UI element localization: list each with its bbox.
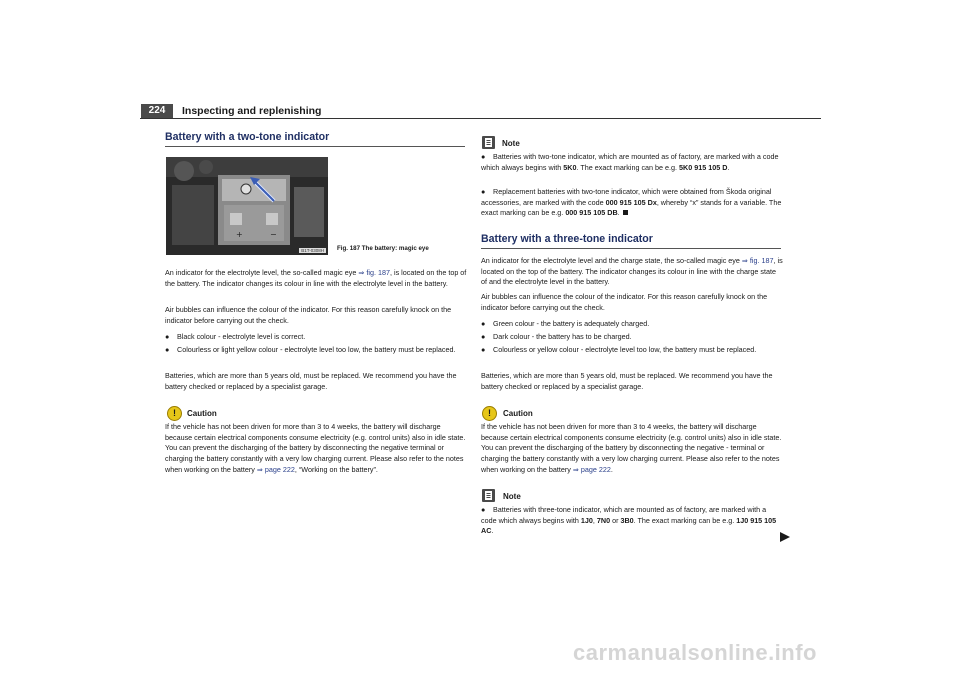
list-item-text: Black colour - electrolyte level is correct. <box>177 332 306 341</box>
text-run: If the vehicle has not been driven for more than 3 to 4 weeks, the battery will discharge because certain electrical components consume electricity (e.g. control units) also in idle state. You can prevent the discharging of the battery by disconnecting the negative terminal or charging the battery constantly with a very low charging current. Please also refer to the notes when working on the battery <box>165 422 466 474</box>
caution-icon: ! <box>167 406 182 421</box>
paragraph <box>165 268 467 289</box>
list-item-text: Dark colour - the battery has to be charged. <box>493 332 632 341</box>
paragraph: Air bubbles can influence the colour of the indicator. For this reason carefully knock on the indicator before carrying out the check. <box>165 305 452 325</box>
figure-caption: Fig. 187 The battery: magic eye <box>337 245 429 252</box>
note-title: Note <box>502 139 520 148</box>
text-run: , whereby “x” stands for a variable. The exact marking can be e.g. <box>481 197 782 218</box>
figure-code: B1T-0308H <box>301 248 324 253</box>
paragraph <box>481 256 783 288</box>
text-run: . The exact marking can be e.g. <box>576 162 680 172</box>
figure-link[interactable]: ⇒ fig. 187 <box>741 256 774 265</box>
text-run: If the vehicle has not been driven for more than 3 to 4 weeks, the battery will discharge because certain electrical components consume electricity (e.g. control units) also in idle state. You can prevent the discharging of the battery by disconnecting the negative - terminal or charging the battery constantly with a very low charging current. Please also refer to the notes when working on the battery <box>481 422 782 474</box>
text-run: . <box>610 464 613 474</box>
page-link[interactable]: ⇒ page 222 <box>572 464 611 474</box>
note-list-item: ● Batteries with three-tone indicator, which are mounted as of factory, are marked with a code which always begins with 1J0, 7N0 or 3B0. The exact marking can be e.g. 1J0 915 105 AC. <box>481 505 777 536</box>
battery-illustration <box>166 157 328 255</box>
list-item: ● Dark colour - the battery has to be charged. <box>481 332 632 341</box>
note-icon <box>482 489 495 502</box>
running-title: Inspecting and replenishing <box>182 105 322 117</box>
paragraph: Batteries, which are more than 5 years old, must be replaced. We recommend you have the battery checked or replaced by a specialist garage. <box>165 371 457 391</box>
list-item-text: Colourless or light yellow colour - electrolyte level too low, the battery must be replaced. <box>177 345 456 354</box>
note-list-item: ● Replacement batteries with two-tone indicator, which were obtained from Škoda original accessories, are marked with the code 000 915 105 Dx, whereby “x” stands for a variable. The exact marking can be e.g. 000 915 105 DB. <box>481 187 782 218</box>
svg-text:−: − <box>270 230 277 239</box>
section-rule <box>481 248 781 249</box>
page-link[interactable]: ⇒ page 222 <box>256 464 295 474</box>
text-run: . The exact marking can be e.g. <box>633 515 737 525</box>
svg-text:+: + <box>236 230 243 239</box>
list-item-text: Green colour - the battery is adequately charged. <box>493 319 650 328</box>
next-page-arrow-icon[interactable] <box>780 532 790 542</box>
text-run: or <box>610 515 621 525</box>
section-heading-three-tone: Battery with a three-tone indicator <box>481 233 653 245</box>
watermark: carmanualsonline.info <box>573 640 817 665</box>
part-code: 7N0 <box>596 515 611 525</box>
text-run: Replacement batteries with two-tone indicator, which were obtained from Škoda original accessories, are marked with the code <box>481 187 772 207</box>
part-code: 5K0 915 105 D <box>679 162 728 172</box>
text-run: An indicator for the electrolyte level and the charge state, the so-called magic eye <box>481 256 742 265</box>
header-rule <box>140 118 821 119</box>
figure-link[interactable]: ⇒ fig. 187 <box>358 268 390 277</box>
list-item: ● Black colour - electrolyte level is correct. <box>165 332 306 341</box>
paragraph: Air bubbles can influence the colour of the indicator. For this reason carefully knock on the indicator before carrying out the check. <box>481 292 768 312</box>
text-run: Batteries with three-tone indicator, which are mounted as of factory, are marked with a code which always begins with <box>481 505 767 525</box>
text-run: , is located on the top of the battery. The indicator changes its colour in line with the electrolyte level in the battery. <box>165 268 467 288</box>
text-run: , “Working on the battery”. <box>294 464 378 474</box>
end-marker <box>623 210 628 215</box>
list-item: ● Colourless or yellow colour - electrolyte level too low, the battery must be replaced. <box>481 345 757 354</box>
text-run: Batteries with two-tone indicator, which are mounted as of factory, are marked with a code which always begins with <box>481 152 779 172</box>
list-item-text: Colourless or yellow colour - electrolyte level too low, the battery must be replaced. <box>493 345 757 354</box>
paragraph: Batteries, which are more than 5 years old, must be replaced. We recommend you have the battery checked or replaced by a specialist garage. <box>481 371 773 391</box>
part-code: 5K0 <box>563 162 577 172</box>
caution-title: Caution <box>503 409 533 418</box>
part-code: 1J0 915 105 AC <box>481 515 777 536</box>
battery-figure <box>166 157 328 255</box>
page-number: 224 <box>141 104 173 118</box>
note-list-item: ● Batteries with two-tone indicator, which are mounted as of factory, are marked with a code which always begins with 5K0. The exact marking can be e.g. 5K0 915 105 D. <box>481 152 779 172</box>
caution-icon: ! <box>482 406 497 421</box>
text-run: . <box>727 162 730 172</box>
text-run: An indicator for the electrolyte level, the so-called magic eye <box>165 268 359 277</box>
part-code: 000 915 105 Dx <box>605 197 657 207</box>
part-code: 1J0 <box>580 515 593 525</box>
text-run: , <box>592 515 597 525</box>
note-icon <box>482 136 495 149</box>
part-code: 000 915 105 DB <box>565 208 618 218</box>
note-title: Note <box>503 492 521 501</box>
section-rule <box>165 146 465 147</box>
text-run: . <box>491 526 494 536</box>
list-item: ● Colourless or light yellow colour - electrolyte level too low, the battery must be replaced. <box>165 345 456 354</box>
caution-text <box>165 422 467 476</box>
section-heading-two-tone: Battery with a two-tone indicator <box>165 131 330 143</box>
caution-title: Caution <box>187 409 217 418</box>
text-run: . <box>617 208 620 218</box>
part-code: 3B0 <box>620 515 634 525</box>
caution-text <box>481 422 783 476</box>
list-item: ● Green colour - the battery is adequately charged. <box>481 319 650 328</box>
text-run: , is located on the top of the battery. The indicator changes its colour in line with the charge state of and the electrolyte level in the battery. <box>481 256 783 287</box>
